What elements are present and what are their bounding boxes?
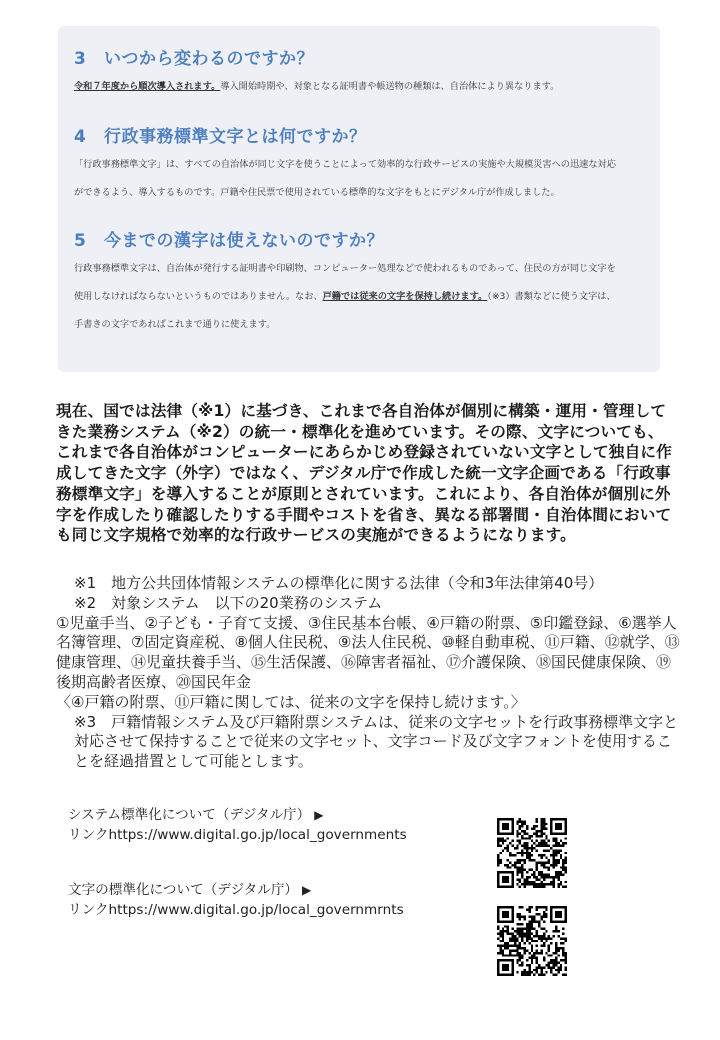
- emphasis-text: 戸籍では従来の文字を保持し続けます。: [322, 291, 488, 302]
- faq-item-4: [74, 122, 650, 207]
- triangle-right-icon: ▶: [302, 883, 312, 897]
- faq-heading: [74, 44, 650, 69]
- faq-body: [74, 73, 650, 101]
- body-text: 「行政事務標準文字」は、すべての自治体が同じ文字を使うことによって効率的な行政サービスの実施や大規模災害への迅速な対応: [74, 159, 616, 170]
- notes-section: [56, 574, 680, 772]
- faq-heading: [74, 226, 650, 251]
- body-text: 導入開始時期や、対象となる証明書や帳送物の種類は、自治体により異なります。: [220, 81, 560, 92]
- note-2-list: ①児童手当、②子ども・子育て支援、③住民基本台帳、④戸籍の附票、⑤印鑑登録、⑥選挙人名簿管理、⑦固定資産税、⑧個人住民税、⑨法人住民税、⑩軽自動車税、⑪戸籍、⑫就学、⑬健康管理、⑭児童扶養手当、⑮生活保護、⑯障害者福祉、⑰介護保険、⑱国民健康保険、⑲後期高齢者医療、⑳国民年金: [56, 613, 680, 691]
- note-2-extra: 〈④戸籍の附票、⑪戸籍に関しては、従来の文字を保持し続けます。〉: [56, 692, 526, 711]
- link-url[interactable]: リンクhttps://www.digital.go.jp/local_governmrnts: [68, 902, 404, 918]
- main-paragraph: 現在、国では法律（※1）に基づき、これまで各自治体が個別に構築・運用・管理してきた業務システム（※2）の統一・標準化を進めています。その際、文字についても、これまで各自治体がコンピューターにあらかじめ登録されていない文字として独自に作成してきた文字（外字）ではなく、デジタル庁で作成した統一文字企画である「行政事務標準文字」を導入することが原則とされています。これにより、各自治体が個別に外字を作成したり確認したりする手間やコストを省き、異なる部署間・自治体間においても同じ文字規格で効率的な行政サービスの実施ができるようになります。: [56, 402, 672, 545]
- faq-title: いつから変わるのですか？: [104, 49, 314, 69]
- emphasis-text: 令和７年度から順次導入されます。: [74, 81, 221, 92]
- link-title: 文字の標準化について（デジタル庁）: [68, 882, 299, 898]
- link-block-moji: [68, 880, 404, 920]
- triangle-right-icon: ▶: [314, 808, 324, 822]
- body-text: （※3）書類などに使う文字は、: [487, 291, 616, 302]
- faq-title: 今までの漢字は使えないのですか？: [104, 231, 384, 251]
- faq-number: 4: [74, 127, 87, 147]
- faq-number: 3: [74, 49, 87, 69]
- note-2-title: ※2 対象システム 以下の20業務のシステム: [74, 593, 383, 612]
- body-text: 使用しなければならないというものではありません。なお、: [74, 291, 323, 302]
- faq-number: 5: [74, 231, 87, 251]
- faq-heading: [74, 122, 650, 147]
- body-text: ができるよう、導入するものです。戸籍や住民票で使用されている標準的な文字をもとにデジタル庁が作成しました。: [74, 187, 560, 198]
- link-url[interactable]: リンクhttps://www.digital.go.jp/local_governments: [68, 827, 407, 843]
- note-1: ※1 地方公共団体情報システムの標準化に関する法律（令和3年法律第40号）: [74, 574, 604, 592]
- link-title: システム標準化について（デジタル庁）: [68, 807, 311, 823]
- body-text: 手書きの文字であればこれまで通りに使えます。: [74, 319, 276, 330]
- qr-code-icon[interactable]: [497, 818, 567, 888]
- faq-item-5: [74, 226, 650, 339]
- qr-code-icon[interactable]: [497, 906, 567, 976]
- faq-item-3: [74, 44, 650, 101]
- faq-box: [58, 26, 660, 372]
- note-3: ※3 戸籍情報システム及び戸籍附票システムは、従来の文字セットを行政事務標準文字と対応させて保持することで従来の文字セット、文字コード及び文字フォントを使用することを経過措置として可能とします。: [74, 712, 679, 771]
- faq-title: 行政事務標準文字とは何ですか？: [104, 127, 367, 147]
- body-text: 行政事務標準文字は、自治体が発行する証明書や印刷物、コンピューター処理などで使われるものであって、住民の方が同じ文字を: [74, 263, 616, 274]
- link-block-system: [68, 805, 407, 845]
- faq-body: [74, 151, 650, 207]
- faq-body: [74, 255, 650, 339]
